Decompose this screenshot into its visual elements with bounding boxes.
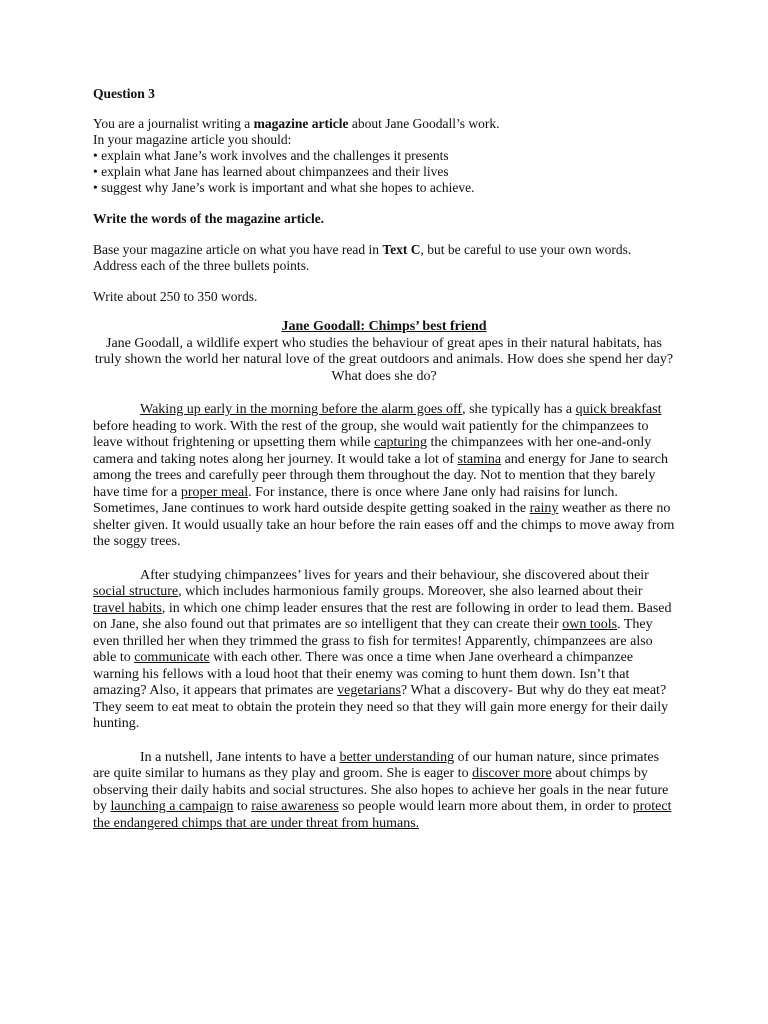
- paragraph-text: so people would learn more about them, in order to: [338, 799, 633, 814]
- paragraph-text: , in which one chimp leader ensures that the rest are following in order to lead them. Based on Jane, she also found out that primates are so intelligent that they can create their: [93, 600, 672, 632]
- underlined-phrase: own tools: [562, 617, 618, 632]
- task-intro-line-1: [93, 116, 675, 132]
- paragraph-text: . They even thrilled her when they trimmed the grass to fish for termites! Apparently, chimpanzees are also able to: [93, 617, 653, 665]
- word-count-instruction: Write about 250 to 350 words.: [93, 289, 258, 304]
- paragraph-text: with each other. There was once a time when Jane overheard a chimpanzee warning his fellows with a loud hoot that their enemy was coming to hunt them down. Isn’t that amazing? Also, it appears that primates are: [93, 650, 634, 698]
- underlined-phrase: protect the endangered chimps that are under threat from humans.: [93, 799, 672, 831]
- underlined-phrase: proper meal: [180, 484, 249, 500]
- base-text-c: , but be careful to use your own words.: [420, 242, 632, 257]
- magazine-article: [93, 319, 675, 832]
- paragraph-text: and energy for Jane to search among the trees and carefully peer through them throughout the day. Not to mention that they barely have time for a: [93, 451, 668, 500]
- article-paragraph-3: [93, 750, 675, 833]
- base-text-a: Base your magazine article on what you have read in: [93, 242, 383, 257]
- underlined-phrase: social structure: [93, 584, 179, 599]
- bullet-item: • explain what Jane’s work involves and the challenges it presents: [93, 148, 449, 163]
- bullet-item: • explain what Jane has learned about chimpanzees and their lives: [93, 164, 449, 179]
- instruction-heading: Write the words of the magazine article.: [93, 211, 325, 226]
- document-page: [93, 86, 675, 849]
- paragraph-text: the chimpanzees with her one-and-only camera and taking notes along her journey. It would take a lot of: [93, 435, 652, 467]
- underlined-phrase: better understanding: [339, 749, 455, 765]
- paragraph-text: weather as there no shelter given. It would usually take an hour before the rain eases off and the chimps to move away from the soggy trees.: [93, 501, 675, 549]
- underlined-phrase: raise awareness: [251, 799, 339, 814]
- paragraph-text: . For instance, there is once where Jane only had raisins for lunch. Sometimes, Jane continues to work hard outside despite getting soaked in the: [93, 484, 618, 516]
- underlined-phrase: stamina: [457, 451, 502, 467]
- paragraph-text: about chimps by observing their daily habits and social structures. She also hopes to achieve her goals in the near future by: [93, 766, 669, 814]
- paragraph-text: ? What a discovery- But why do they eat meat? They seem to eat meat to obtain the protein they need so that they will gain more energy for their daily hunting.: [93, 683, 669, 731]
- base-instruction-line-1: [93, 242, 675, 258]
- article-paragraph-1: [93, 402, 675, 551]
- underlined-phrase: quick breakfast: [575, 402, 662, 417]
- task-intro-line-2: In your magazine article you should:: [93, 132, 292, 147]
- paragraph-text: before heading to work. With the rest of the group, she would wait patiently for the chimpanzees to leave without frightening or upsetting them while: [93, 418, 649, 450]
- paragraph-text: After studying chimpanzees’ lives for years and their behaviour, she discovered about their: [140, 567, 649, 583]
- article-paragraph-2: [93, 568, 675, 733]
- base-text-bold: Text C: [382, 242, 421, 257]
- paragraph-text: , which includes harmonious family groups. Moreover, she also learned about their: [178, 584, 643, 599]
- underlined-phrase: rainy: [529, 501, 559, 516]
- paragraph-text: of our human nature, since primates are quite similar to humans as they play and groom. She is eager to: [93, 749, 660, 781]
- underlined-phrase: launching a campaign: [110, 799, 234, 814]
- intro-text-a: You are a journalist writing a: [93, 116, 254, 131]
- paragraph-text: to: [233, 799, 252, 814]
- question-title: Question 3: [93, 86, 155, 101]
- article-title: Jane Goodall: Chimps’ best friend: [281, 319, 487, 334]
- underlined-phrase: capturing: [374, 435, 427, 450]
- paragraph-text: , she typically has a: [462, 402, 576, 417]
- underlined-phrase: discover more: [472, 766, 552, 781]
- underlined-phrase: travel habits: [93, 600, 162, 616]
- base-instruction-line-2: Address each of the three bullets points.: [93, 258, 310, 273]
- article-intro: Jane Goodall, a wildlife expert who studies the behaviour of great apes in their natural habitats, has truly shown the world her natural love of the great outdoors and animals. How does she spend her day? What does she do?: [94, 335, 674, 384]
- underlined-phrase: Waking up early in the morning before the alarm goes off: [140, 402, 463, 417]
- underlined-phrase: vegetarians: [337, 683, 401, 698]
- intro-text-bold: magazine article: [253, 116, 349, 131]
- bullet-item: • suggest why Jane’s work is important and what she hopes to achieve.: [93, 180, 475, 195]
- paragraph-text: In a nutshell, Jane intents to have a: [140, 749, 340, 765]
- intro-text-c: about Jane Goodall’s work.: [348, 116, 500, 131]
- base-instruction: [93, 242, 675, 274]
- task-intro: [93, 116, 675, 196]
- underlined-phrase: communicate: [134, 650, 210, 665]
